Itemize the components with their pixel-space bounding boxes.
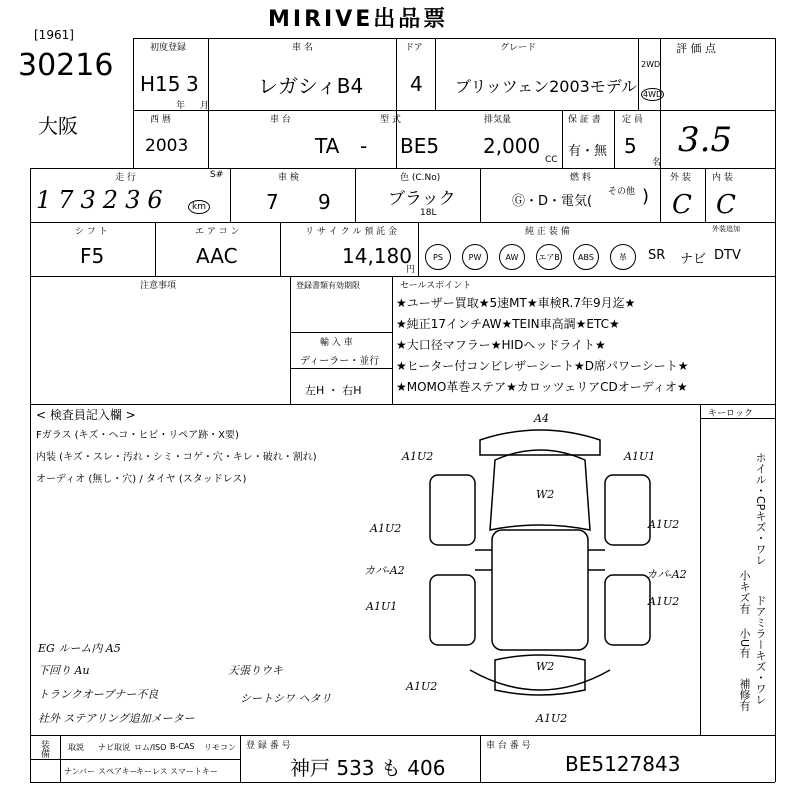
mileage-unit: km bbox=[188, 200, 210, 214]
equip-ps: PS bbox=[425, 244, 451, 270]
diagram-mark: カバ-A2 bbox=[364, 564, 405, 577]
equip-airbag: エアB bbox=[536, 244, 562, 270]
equip-aw: AW bbox=[499, 244, 525, 270]
capacity: 5 bbox=[624, 134, 637, 158]
aircon: AAC bbox=[196, 244, 238, 268]
label-door: ドア bbox=[405, 43, 423, 53]
bottom-tag: リモコン bbox=[204, 743, 236, 752]
inspector-note: 天張りウキ bbox=[228, 664, 283, 677]
lot-small: [1961] bbox=[34, 28, 74, 42]
bottom-tag: スマートキー bbox=[170, 767, 218, 776]
inspector-audio: オーディオ (無し・穴) / タイヤ (スタッドレス) bbox=[36, 474, 247, 485]
diagram-mark: W2 bbox=[536, 660, 555, 673]
label-tsuki: 月 bbox=[200, 101, 210, 111]
diagram-mark: A1U2 bbox=[536, 712, 568, 725]
inspector-note: EG ルーム内 A5 bbox=[38, 642, 121, 655]
label-seireki: 西 暦 bbox=[150, 115, 171, 125]
sales-point: ★純正17インチAW★TEIN車高調★ETC★ bbox=[396, 317, 620, 331]
car-name: レガシィB4 bbox=[258, 74, 364, 98]
side-note: ホイル・CPキズ・ワレ bbox=[754, 452, 767, 566]
equip-abs: ABS bbox=[573, 244, 599, 270]
bottom-tag: 取説 bbox=[68, 743, 84, 752]
label-shadai: 車 台 bbox=[270, 115, 291, 125]
label-score: 評 価 点 bbox=[676, 42, 716, 55]
diagram-mark: A1U2 bbox=[648, 595, 680, 608]
diagram-mark: W2 bbox=[536, 488, 555, 501]
inspector-note: シートシワ ヘタリ bbox=[240, 692, 332, 705]
bottom-tag: キーレス bbox=[136, 767, 168, 776]
label-yen: 円 bbox=[406, 265, 416, 275]
inspector-note: トランクオープナー不良 bbox=[38, 688, 159, 701]
equip-leather: 革 bbox=[610, 244, 636, 270]
label-dealer: ディーラー・並行 bbox=[300, 356, 380, 367]
label-katashiki: 型 式 bbox=[380, 115, 401, 125]
label-reg-expiry: 登録書類有効期限 bbox=[296, 281, 360, 290]
label-mileage: 走 行 bbox=[115, 173, 136, 183]
keyrock-label: キーロック bbox=[708, 409, 753, 419]
fuel-close: ) bbox=[642, 186, 650, 207]
diagram-mark: カバ-A2 bbox=[646, 568, 687, 581]
label-nen: 年 bbox=[176, 101, 186, 111]
bottom-tag: ナビ取说 bbox=[98, 743, 130, 752]
location: 大阪 bbox=[38, 114, 78, 138]
inspector-note: 社外 ステアリング追加メーター bbox=[38, 712, 195, 725]
label-options: 純 正 装 備 bbox=[525, 227, 570, 237]
bottom-tag: ナンバー bbox=[64, 767, 96, 776]
inspector-interior: 内装 (キズ・スレ・汚れ・シミ・コゲ・穴・キレ・破れ・割れ) bbox=[36, 452, 317, 463]
side-note: 小U有 bbox=[738, 628, 751, 659]
label-chassis: 車 台 番 号 bbox=[486, 741, 531, 751]
label-plate: 登 録 番 号 bbox=[246, 741, 291, 751]
diagram-mark: A1U2 bbox=[648, 518, 680, 531]
label-cc: CC bbox=[545, 155, 558, 165]
first-reg-era: H15 bbox=[140, 72, 181, 96]
int-grade: C bbox=[716, 190, 736, 220]
fuel-options: Ⓖ・D・電気( bbox=[512, 194, 593, 209]
label-bottom-left: 装備 bbox=[39, 740, 49, 758]
label-shift: シ フ ト bbox=[75, 227, 108, 237]
label-teiin: 定 員 bbox=[622, 115, 643, 125]
grade: ブリッツェン2003モデル bbox=[455, 77, 637, 96]
model-dash: - bbox=[360, 134, 368, 158]
label-first-reg: 初度登録 bbox=[150, 43, 187, 53]
label-meter: S# bbox=[210, 170, 224, 180]
label-color: 色 (C.No) bbox=[400, 173, 441, 183]
color-no: 18L bbox=[420, 208, 437, 218]
diagram-mark: A4 bbox=[534, 412, 549, 425]
label-shaken: 車 検 bbox=[278, 173, 299, 183]
year-seireki: 2003 bbox=[145, 136, 189, 156]
color: ブラック bbox=[388, 189, 456, 209]
diagram-mark: A1U2 bbox=[402, 450, 434, 463]
model-code: BE5 bbox=[400, 134, 440, 158]
label-recycle: リ サ イ ク ル 預 託 金 bbox=[305, 227, 398, 237]
shaken-year: 7 bbox=[266, 190, 279, 214]
doors: 4 bbox=[410, 72, 423, 96]
label-import: 輸 入 車 bbox=[320, 338, 353, 348]
side-note: ドアミラーキズ・ワレ bbox=[754, 595, 767, 705]
label-grade: グレード bbox=[500, 43, 537, 53]
label-equipment: 外装追加 bbox=[712, 225, 740, 233]
label-ext: 外 装 bbox=[670, 173, 691, 183]
sales-point: ★ヒーター付コンビレザーシート★D席パワーシート★ bbox=[396, 359, 689, 373]
inspector-note: 下回り Au bbox=[38, 664, 90, 677]
inspector-title: < 検査員記入欄 > bbox=[36, 408, 136, 422]
diagram-mark: A1U1 bbox=[624, 450, 656, 463]
diagram-mark: A1U2 bbox=[406, 680, 438, 693]
diagram-mark: A1U2 bbox=[370, 522, 402, 535]
bottom-tag: スペアキー bbox=[98, 767, 138, 776]
sales-point: ★ユーザー買取★5速MT★車検R.7年9月迄★ bbox=[396, 296, 636, 310]
first-reg-month: 3 bbox=[186, 72, 199, 96]
side-note: 補修有 bbox=[738, 678, 751, 711]
label-haikiryo: 排気量 bbox=[484, 115, 512, 125]
bottom-tag: ロム/ISO bbox=[134, 743, 167, 752]
side-note: 小キズ有 bbox=[738, 570, 751, 614]
label-sales-points: セールスポイント bbox=[400, 281, 472, 291]
brand-title: MIRIVE出品票 bbox=[268, 7, 449, 32]
equip-pw: PW bbox=[462, 244, 488, 270]
warranty: 有・無 bbox=[568, 144, 608, 159]
score-2wd: 2WD bbox=[641, 60, 661, 69]
mileage: 173236 bbox=[36, 186, 170, 214]
label-notes: 注意事項 bbox=[140, 281, 177, 291]
displacement: 2,000 bbox=[483, 134, 541, 158]
equip-dtv: DTV bbox=[714, 248, 741, 263]
shift: F5 bbox=[80, 244, 105, 268]
chassis-number: BE5127843 bbox=[565, 752, 681, 776]
bottom-tag: B-CAS bbox=[170, 742, 195, 751]
equip-sr: SR bbox=[648, 248, 666, 263]
score-value: 3.5 bbox=[678, 120, 733, 160]
label-hosho: 保 証 書 bbox=[568, 115, 601, 125]
label-mei: 名 bbox=[652, 158, 662, 168]
label-aircon: エ ア コ ン bbox=[195, 227, 240, 237]
lot-number: 30216 bbox=[18, 48, 114, 83]
model-prefix: TA bbox=[315, 134, 340, 158]
label-int: 内 装 bbox=[712, 173, 733, 183]
label-car-name: 車 名 bbox=[292, 43, 313, 53]
ext-grade: C bbox=[672, 190, 692, 220]
sales-point: ★大口径マフラー★HIDヘッドライト★ bbox=[396, 338, 606, 352]
equip-navi: ナビ bbox=[680, 252, 707, 267]
score-4wd: 4WD bbox=[643, 90, 663, 99]
plate-number: 神戸 533 も 406 bbox=[290, 756, 446, 780]
recycle-fee: 14,180 bbox=[342, 244, 412, 268]
sales-point: ★MOMO革巻ステア★カロッツェリアCDオーディオ★ bbox=[396, 380, 688, 394]
inspector-glass: Fガラス (キズ・ヘコ・ヒビ・リペア跡・X要) bbox=[36, 430, 239, 441]
diagram-mark: A1U1 bbox=[366, 600, 398, 613]
label-fuel: 燃 料 bbox=[570, 173, 591, 183]
fuel-other: その他 bbox=[608, 187, 636, 197]
label-handle: 左H ・ 右H bbox=[305, 384, 362, 397]
shaken-month: 9 bbox=[318, 190, 331, 214]
